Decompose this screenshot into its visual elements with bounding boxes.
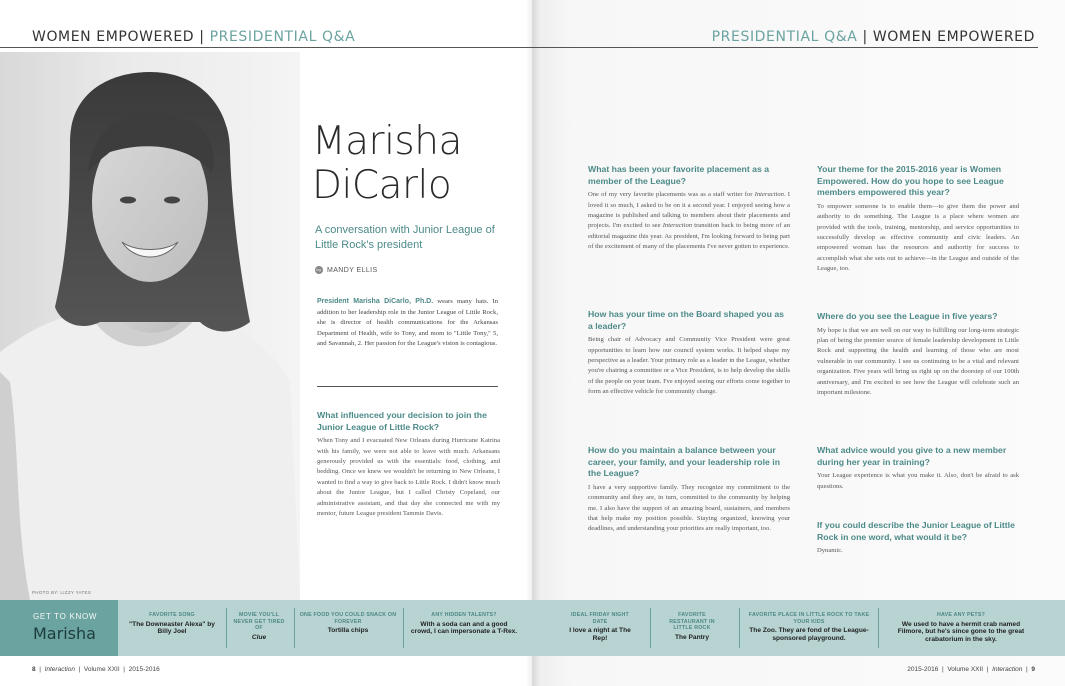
qa-answer: To empower someone is to enable them—to give them the power and authority to do something. The League is a place where women are provided with the tools, training, mentorship, and service opportunities to successfully develop as effective community and civic leaders. An empowered woman has the resources and authority for success to accomplish what she sets out to achieve—in the League and outside of the League, too.: [817, 202, 1019, 273]
fact-divider: [739, 608, 740, 648]
magazine-name: Interaction: [992, 666, 1023, 673]
right-page-header: [712, 29, 1035, 45]
section-divider: [317, 386, 498, 387]
fact-divider: [294, 608, 295, 648]
page-number: 8: [32, 666, 36, 673]
qa-block: [317, 410, 500, 519]
qa-block: [588, 445, 790, 535]
qa-block: [588, 164, 790, 253]
photo-credit: PHOTO BY: LIZZY YATES: [32, 590, 92, 595]
years: 2015-2016: [907, 666, 939, 673]
fact-value: The Zoo. They are fond of the League-sponsored playground.: [749, 627, 869, 642]
volume: Volume XXII: [83, 666, 120, 673]
byline-author: MANDY ELLIS: [327, 266, 378, 274]
qa-answer: My hope is that we are well on our way to fulfilling our long-term strategic plan of being the premier source of female leadership development in Little Rock and supporting the health and learning of those who are most vulnerable in our community. I see us continuing to be a vital and relevant organization. Five years will bring us right up on the doorstep of our 100th anniversary, and I'm excited to see how the League will celebrate such an important milestone.: [817, 326, 1019, 397]
magazine-name: Interaction: [754, 191, 784, 199]
fact-item: [746, 612, 872, 643]
qa-answer: Your League experience is what you make it. Also, don't be afraid to ask questions.: [817, 472, 1019, 490]
magazine-name: Interaction: [44, 666, 75, 673]
fact-item: [660, 612, 724, 641]
fact-label: IDEAL FRIDAY NIGHT DATE: [571, 612, 629, 625]
qa-question: How has your time on the Board shaped you as a leader?: [588, 309, 784, 331]
fact-value: [230, 634, 288, 642]
header-rule-left: [0, 47, 532, 48]
title-last-name: DiCarlo: [312, 163, 452, 208]
qa-block: [817, 520, 1019, 557]
qa-question: What influenced your decision to join the Junior League of Little Rock?: [317, 410, 487, 432]
fact-value: With a soda can and a good crowd, I can impersonate a T-Rex.: [410, 620, 518, 636]
right-page-footer: [907, 666, 1035, 673]
volume: Volume XXII: [947, 666, 984, 673]
fact-value: The Pantry: [674, 633, 710, 641]
fact-divider: [226, 608, 227, 648]
title-first-name: Marisha: [312, 119, 462, 164]
answer-text: One of my very favorite placements was as a staff writer for: [588, 191, 755, 199]
fact-divider: [878, 608, 879, 648]
portrait-photo: [0, 52, 300, 600]
fact-label: ANY HIDDEN TALENTS?: [431, 612, 497, 618]
qa-block: [817, 445, 1019, 492]
qa-answer: I have a very supportive family. They recognize my commitment to the community and they are, in turn, committed to the community by helping me. I also have the support of an amazing board, sustainers, and members that help make my position possible. Staying organized, knowing your deadlines, and understanding your priorities are really important, too.: [588, 483, 790, 533]
fact-item: [122, 612, 222, 636]
portrait-illustration: [0, 52, 300, 600]
qa-block: [588, 309, 790, 398]
article-subtitle: A conversation with Junior League of Little Rock's president: [315, 224, 495, 251]
get-to-know-name: Marisha: [33, 624, 96, 643]
footer-separator: |: [986, 666, 989, 673]
qa-block: [817, 311, 1019, 398]
answer-text: . I loved it so much, I asked to be on it a second year. I enjoyed seeing how a magazine is published and talking to members about their placements and projects. I'm excited to see: [588, 191, 790, 230]
fact-divider: [403, 608, 404, 648]
fact-item: [568, 612, 632, 643]
qa-answer: Being chair of Advocacy and Community Vice President were great opportunities to learn how our council system works. It helped shape my perspective as a leader. Your primary role as a leader in the League, whether you're chairing a committee or a Vice President, is to help develop the skills of the people on your team. I've enjoyed seeing our efforts come together to form an effective vehicle for community change.: [588, 336, 790, 396]
header-section-accent: PRESIDENTIAL Q&A: [711, 29, 858, 45]
fact-label: FAVORITE PLACE IN LITTLE ROCK TO TAKE YOUR KIDS: [748, 612, 870, 625]
qa-answer: [588, 190, 790, 252]
left-page-footer: [32, 666, 160, 673]
answer-text: transition back to being more of an editorial magazine this year. As president, I'm looking forward to being part of the excitement of many of the placements I've never gotten to experience.: [588, 222, 790, 251]
fact-label: FAVORITE SONG: [149, 612, 195, 618]
intro-body: wears many hats. In addition to her leadership role in the Junior League of Little Rock, she is director of health communications for the Arkansas Department of Health, wife to Tony, and mom to "Little Tony," 5, and Savannah, 2. Her passion for the League's vision is contagious.: [317, 298, 498, 348]
qa-question: What advice would you give to a new member during her year in training?: [817, 445, 1007, 467]
fact-item: [890, 612, 1032, 644]
fact-value: We used to have a hermit crab named Filmore, but he's since gone to the great crabatorium in the sky.: [897, 620, 1025, 643]
qa-block: [817, 164, 1019, 275]
header-section-accent: PRESIDENTIAL Q&A: [209, 29, 356, 45]
fact-value: I love a night at The Rep!: [569, 627, 631, 642]
footer-separator: |: [39, 666, 41, 673]
article-title: [312, 120, 462, 208]
footer-separator: |: [1026, 666, 1028, 673]
footer-separator: |: [942, 666, 944, 673]
header-separator: |: [862, 29, 868, 45]
fact-item: [298, 612, 398, 635]
qa-answer: When Tony and I evacuated New Orleans during Hurricane Katrina with his family, we were not able to leave with much. Arkansans generously provided us with the essentials: food, clothing, and bedding. Once we knew we wouldn't be returning to New Orleans, I wanted to find a way to give back to Little Rock. I didn't know much about the Junior League, but I called Christy Copeland, our administrative assistant, and that day she connected me with my mentor, future League president Tammie Davis.: [317, 437, 500, 518]
fact-value: "The Downeaster Alexa" by Billy Joel: [129, 620, 215, 636]
left-page-header: [32, 29, 355, 45]
fact-label: MOVIE YOU'LL NEVER GET TIRED OF: [233, 612, 285, 632]
byline: [315, 266, 378, 274]
qa-question: If you could describe the Junior League of Little Rock in one word, what would it be?: [817, 520, 1015, 542]
magazine-name: Interaction: [662, 222, 693, 230]
qa-question: Your theme for the 2015-2016 year is Women Empowered. How do you hope to see League members empowered this year?: [817, 164, 1004, 198]
header-section-name: WOMEN EMPOWERED: [32, 29, 195, 45]
qa-question: How do you maintain a balance between your career, your family, and your leadership role in the League?: [588, 445, 780, 479]
fact-divider: [650, 608, 651, 648]
footer-separator: |: [123, 666, 125, 673]
intro-lead: President Marisha DiCarlo, Ph.D.: [317, 298, 434, 305]
page-number: 9: [1031, 666, 1035, 673]
fact-label: FAVORITE RESTAURANT IN LITTLE ROCK: [669, 612, 715, 632]
fact-item: [410, 612, 518, 636]
qa-question: What has been your favorite placement as a member of the League?: [588, 164, 770, 186]
qa-question: Where do you see the League in five years?: [817, 311, 998, 321]
byline-badge: by: [316, 267, 322, 272]
header-rule-right: [532, 47, 1038, 48]
header-separator: |: [199, 29, 205, 45]
page-gutter: [526, 0, 540, 686]
years: 2015-2016: [128, 666, 160, 673]
qa-answer: Dynamic.: [817, 547, 843, 555]
footer-separator: |: [78, 666, 81, 673]
fact-value-text: Clue: [251, 633, 267, 641]
article-intro: [317, 297, 498, 350]
fact-item: [230, 612, 288, 641]
fact-label: ONE FOOD YOU COULD SNACK ON FOREVER: [299, 612, 397, 625]
header-section-name: WOMEN EMPOWERED: [872, 29, 1035, 45]
fact-label: HAVE ANY PETS?: [936, 612, 986, 618]
fact-value: Tortilla chips: [327, 627, 369, 635]
get-to-know-label: GET TO KNOW: [33, 612, 98, 621]
